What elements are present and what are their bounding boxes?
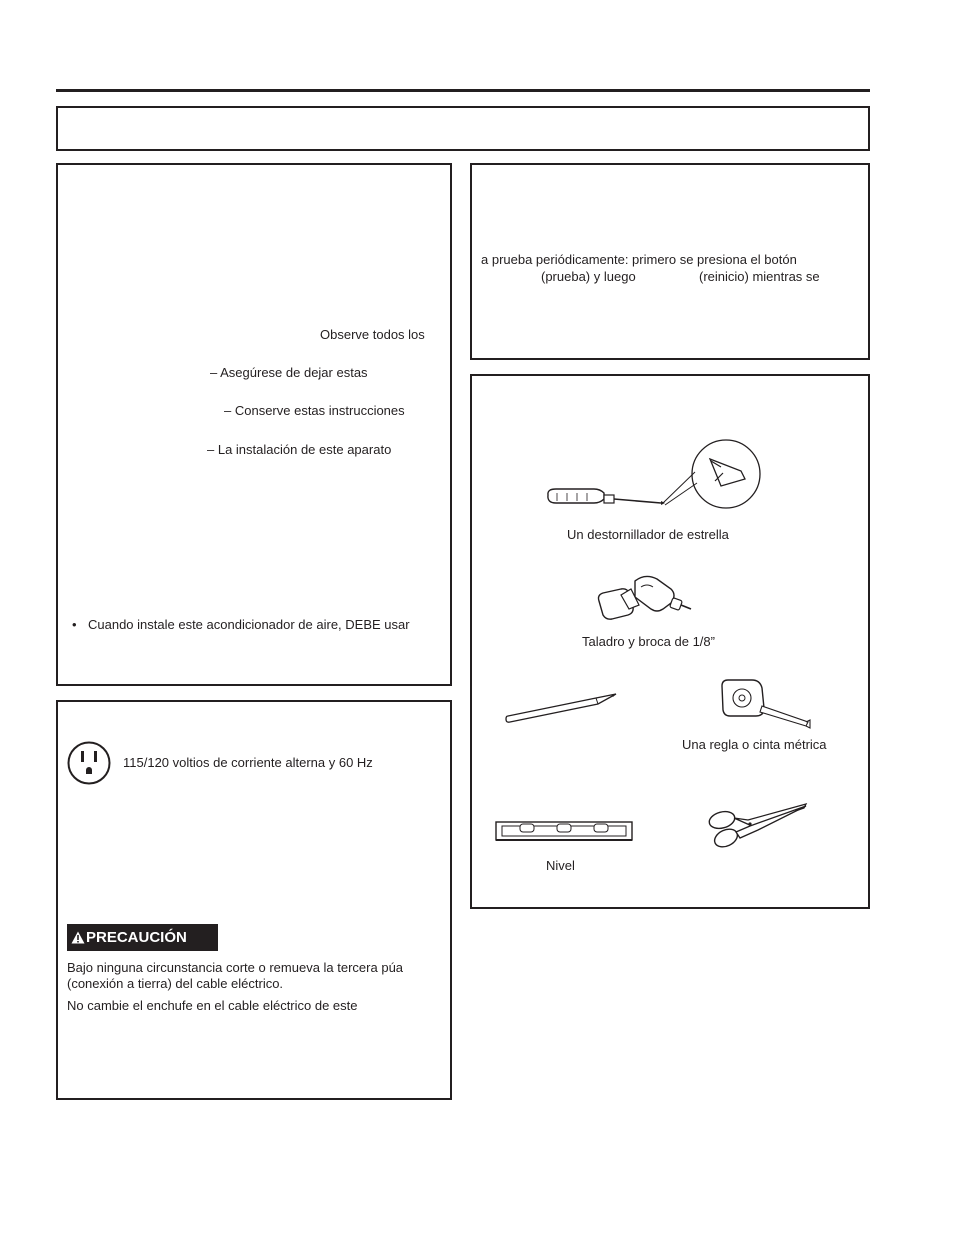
- safety-line-1: Observe todos los: [320, 327, 425, 342]
- tape-measure-label: Una regla o cinta métrica: [682, 737, 827, 752]
- voltage-text: 115/120 voltios de corriente alterna y 60 Hz: [123, 755, 373, 770]
- safety-line-4: – La instalación de este aparato: [207, 442, 392, 457]
- title-banner: [56, 106, 870, 151]
- safety-bullet-text: Cuando instale este acondicionador de aire, DEBE usar: [88, 617, 410, 632]
- power-cord-line-1: a prueba periódicamente: primero se presiona el botón: [481, 252, 797, 267]
- safety-instructions-box: [56, 163, 452, 686]
- level-label: Nivel: [546, 858, 575, 873]
- scissors-icon: [704, 800, 810, 852]
- drill-label: Taladro y broca de 1/8”: [582, 634, 715, 649]
- screwdriver-label: Un destornillador de estrella: [567, 527, 729, 542]
- warning-1-line-2: (conexión a tierra) del cable eléctrico.: [67, 976, 284, 991]
- pencil-icon: [504, 692, 620, 726]
- screwdriver-icon: [545, 437, 765, 517]
- caution-badge: [67, 924, 218, 951]
- warning-1-line-1: Bajo ninguna circunstancia corte o remueva la tercera púa: [67, 960, 404, 975]
- caution-label: PRECAUCIÓN: [86, 929, 187, 946]
- warning-2: No cambie el enchufe en el cable eléctrico de este: [67, 998, 358, 1013]
- drill-icon: [595, 573, 695, 629]
- warning-triangle-icon: [71, 931, 85, 944]
- level-icon: [494, 818, 634, 844]
- power-cord-line-2a: (prueba) y luego: [541, 269, 636, 284]
- power-cord-line-2b: (reinicio) mientras se: [699, 269, 820, 284]
- outlet-icon: [67, 741, 111, 785]
- top-rule: [56, 89, 870, 92]
- tape-measure-icon: [716, 676, 816, 732]
- safety-line-2: – Asegúrese de dejar estas: [210, 365, 368, 380]
- safety-line-3: – Conserve estas instrucciones: [224, 403, 405, 418]
- bullet-mark: •: [72, 617, 77, 632]
